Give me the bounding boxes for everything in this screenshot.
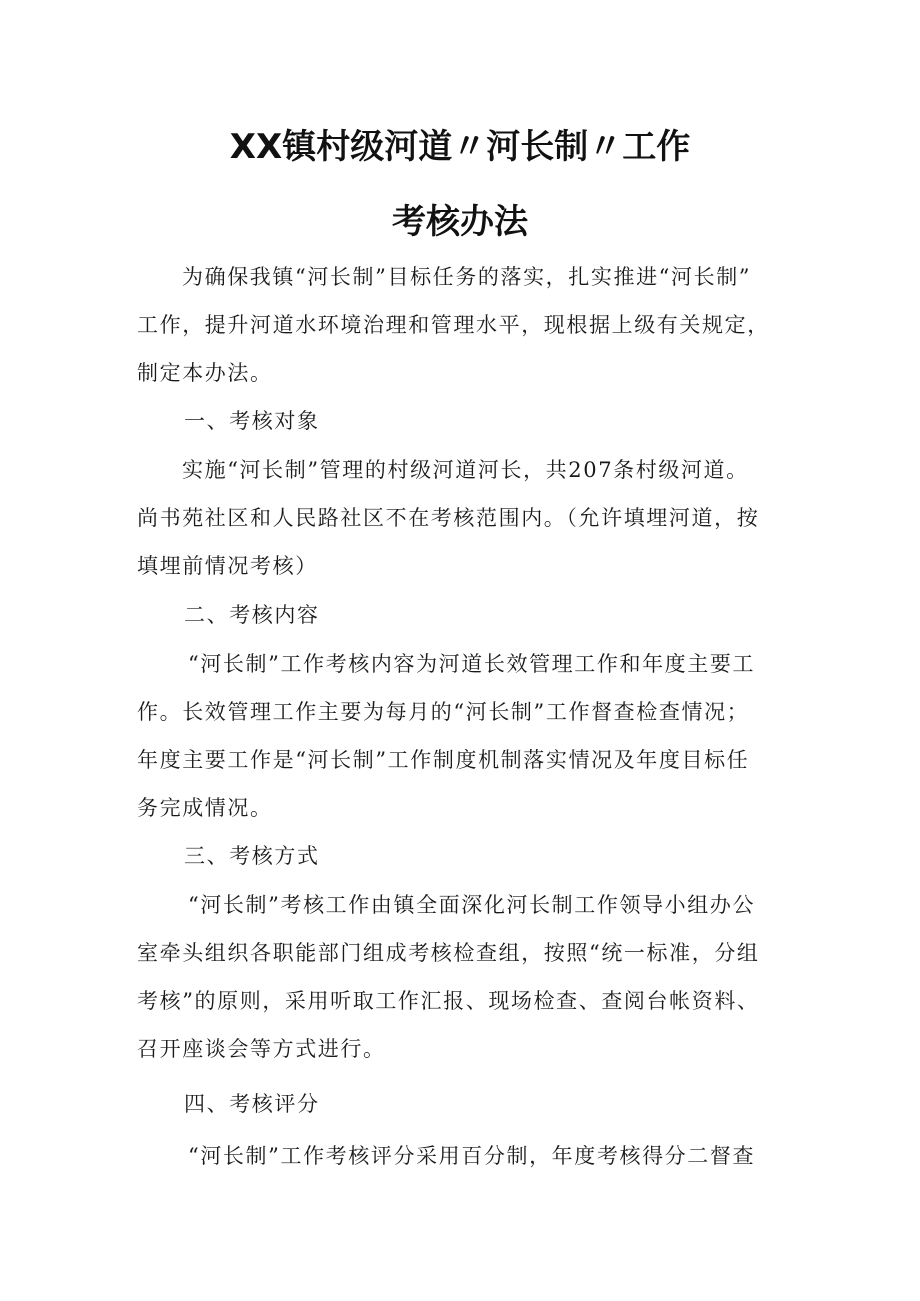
document-title-line-2: 考核办法 <box>392 202 528 242</box>
paragraph-line: 为确保我镇“河长制”目标任务的落实，扎实推进“河长制” <box>182 265 752 289</box>
section-heading-4: 四、考核评分 <box>184 1092 320 1116</box>
paragraph-line: 室牵头组织各职能部门组成考核检查组，按照“统一标准，分组 <box>137 941 760 965</box>
section-heading-1: 一、考核对象 <box>184 409 320 433</box>
paragraph-line: 实施“河长制”管理的村级河道河长，共207条村级河道。 <box>182 458 749 482</box>
paragraph-line: 务完成情况。 <box>137 796 273 820</box>
document-title-line-1: XX镇村级河道〃河长制〃工作 <box>229 127 691 167</box>
paragraph-line: 年度主要工作是“河长制”工作制度机制落实情况及年度目标任 <box>137 748 750 772</box>
paragraph-line: “河长制”工作考核评分采用百分制，年度考核得分二督查 <box>188 1144 756 1168</box>
section-4-paragraph <box>137 1132 797 1180</box>
intro-paragraph <box>137 253 797 397</box>
paragraph-line: “河长制”工作考核内容为河道长效管理工作和年度主要工 <box>188 652 756 676</box>
paragraph-line: 填埋前情况考核） <box>137 554 318 578</box>
paragraph-line: 召开座谈会等方式进行。 <box>137 1037 386 1061</box>
paragraph-line: “河长制”考核工作由镇全面深化河长制工作领导小组办公 <box>188 893 756 917</box>
paragraph-line: 考核”的原则，采用听取工作汇报、现场检查、查阅台帐资料、 <box>137 989 760 1013</box>
section-1-paragraph <box>137 446 797 590</box>
section-heading-2: 二、考核内容 <box>184 603 320 627</box>
section-3-paragraph <box>137 881 797 1073</box>
paragraph-line: 制定本办法。 <box>137 361 273 385</box>
section-heading-3: 三、考核方式 <box>184 844 320 868</box>
paragraph-line: 作。长效管理工作主要为每月的“河长制”工作督查检查情况； <box>137 700 750 724</box>
section-2-paragraph <box>137 640 797 832</box>
paragraph-line: 尚书苑社区和人民路社区不在考核范围内。（允许填埋河道，按 <box>137 506 760 530</box>
paragraph-line: 工作，提升河道水环境治理和管理水平，现根据上级有关规定， <box>137 313 770 337</box>
